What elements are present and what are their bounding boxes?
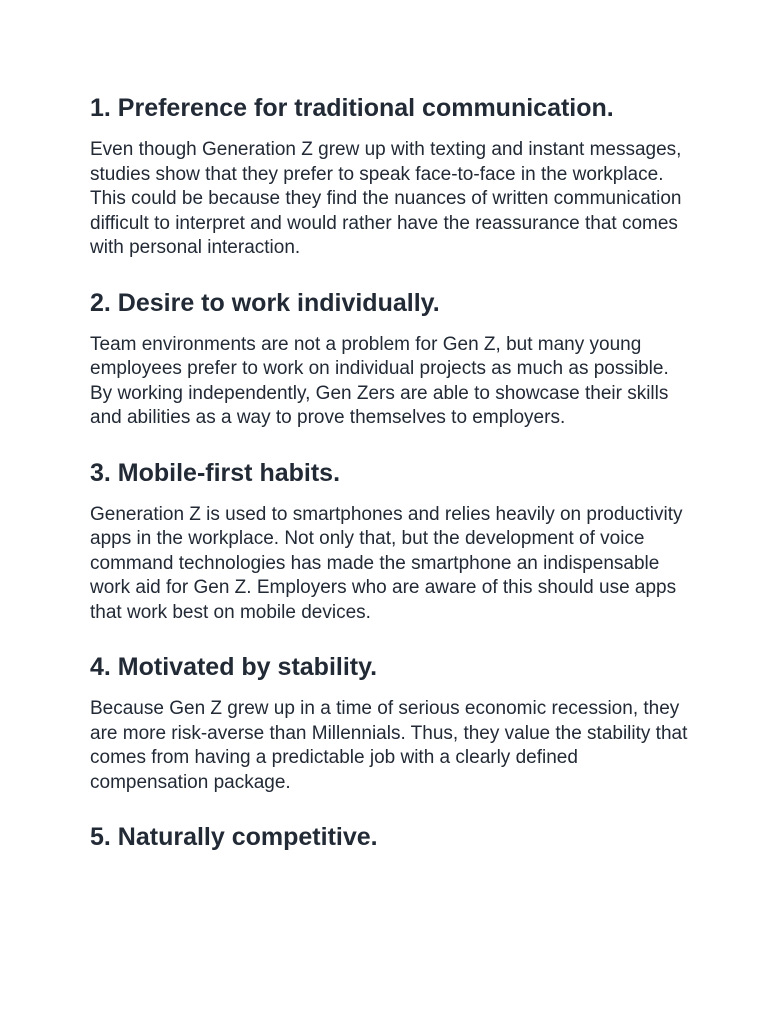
section-heading: 3. Mobile-first habits.	[90, 458, 341, 487]
section-mobile-first	[90, 457, 708, 626]
section-heading: 2. Desire to work individually.	[90, 288, 440, 317]
section-stability	[90, 651, 708, 795]
section-heading: 4. Motivated by stability.	[90, 653, 378, 681]
section-traditional-communication	[90, 92, 708, 261]
section-work-individually	[90, 287, 708, 431]
section-body: Generation Z is used to smartphones and relies heavily on productivity apps in the workplace. Not only that, but the development of voice command technologies has made the smartphone an indispensable work aid for Gen Z. Employers who are aware of this should use apps that work best on mobile devices.	[90, 503, 683, 623]
section-competitive	[90, 821, 708, 853]
section-body: Even though Generation Z grew up with texting and instant messages, studies show that they prefer to speak face-to-face in the workplace. This could be because they find the nuances of written communication difficult to interpret and would rather have the reassurance that comes with personal interaction.	[90, 139, 682, 258]
section-body: Team environments are not a problem for Gen Z, but many young employees prefer to work on individual projects as much as possible. By working independently, Gen Zers are able to showcase their skills and abilities as a way to prove themselves to employers.	[90, 333, 669, 428]
section-heading: 1. Preference for traditional communication.	[90, 94, 614, 122]
section-body: Because Gen Z grew up in a time of serious economic recession, they are more risk-averse than Millennials. Thus, they value the stability that comes from having a predictable job with a clearly defined compensation package.	[90, 698, 688, 793]
section-heading: 5. Naturally competitive.	[90, 823, 378, 851]
